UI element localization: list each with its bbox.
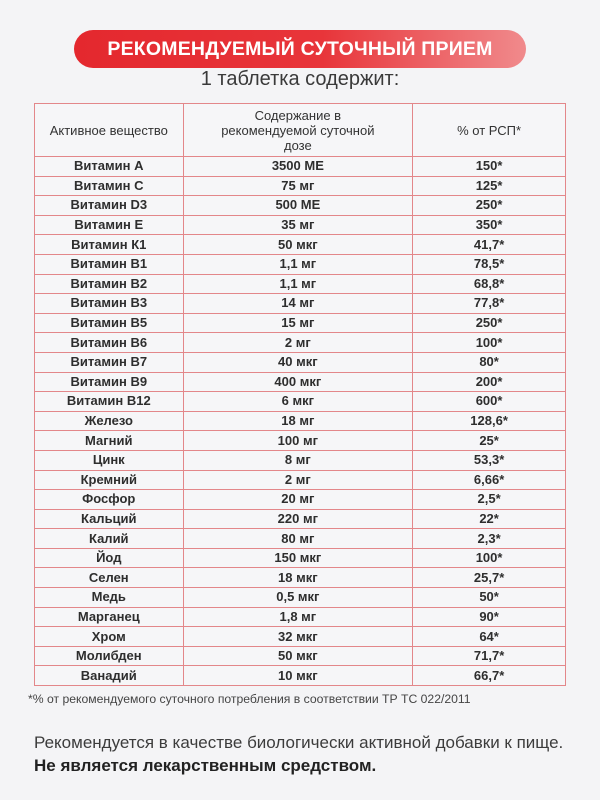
cell-content: 2 мг — [183, 333, 413, 353]
cell-substance: Кремний — [35, 470, 184, 490]
cell-percent: 6,66* — [413, 470, 566, 490]
column-header-percent: % от РСП* — [413, 104, 566, 157]
cell-percent: 50* — [413, 588, 566, 608]
cell-substance: Витамин В5 — [35, 313, 184, 333]
cell-substance: Витамин В2 — [35, 274, 184, 294]
table-header-row — [35, 104, 566, 157]
cell-substance: Калий — [35, 529, 184, 549]
cell-percent: 125* — [413, 176, 566, 196]
cell-substance: Витамин К1 — [35, 235, 184, 255]
cell-percent: 22* — [413, 509, 566, 529]
cell-substance: Витамин В1 — [35, 254, 184, 274]
cell-content: 50 мкг — [183, 646, 413, 666]
table-row — [35, 588, 566, 608]
cell-content: 75 мг — [183, 176, 413, 196]
table-row — [35, 215, 566, 235]
cell-content: 80 мг — [183, 529, 413, 549]
cell-content: 2 мг — [183, 470, 413, 490]
table-row — [35, 254, 566, 274]
cell-percent: 25,7* — [413, 568, 566, 588]
table-row — [35, 274, 566, 294]
cell-percent: 2,5* — [413, 490, 566, 510]
cell-content: 3500 МЕ — [183, 157, 413, 177]
table-row — [35, 411, 566, 431]
table-row — [35, 568, 566, 588]
cell-substance: Ванадий — [35, 666, 184, 686]
table-row — [35, 352, 566, 372]
cell-content: 10 мкг — [183, 666, 413, 686]
table-row — [35, 333, 566, 353]
cell-percent: 78,5* — [413, 254, 566, 274]
cell-substance: Витамин Е — [35, 215, 184, 235]
table-row — [35, 529, 566, 549]
title-banner: РЕКОМЕНДУЕМЫЙ СУТОЧНЫЙ ПРИЕМ — [74, 30, 526, 68]
table-row — [35, 157, 566, 177]
cell-content: 50 мкг — [183, 235, 413, 255]
advice-normal: Рекомендуется в качестве биологически активной добавки к пище. — [34, 733, 564, 752]
table-row — [35, 646, 566, 666]
cell-content: 1,1 мг — [183, 274, 413, 294]
table-row — [35, 470, 566, 490]
cell-percent: 2,3* — [413, 529, 566, 549]
cell-substance: Витамин С — [35, 176, 184, 196]
cell-percent: 100* — [413, 548, 566, 568]
table-row — [35, 548, 566, 568]
cell-content: 150 мкг — [183, 548, 413, 568]
cell-substance: Йод — [35, 548, 184, 568]
cell-content: 100 мг — [183, 431, 413, 451]
cell-substance: Витамин В9 — [35, 372, 184, 392]
cell-content: 14 мг — [183, 294, 413, 314]
cell-percent: 90* — [413, 607, 566, 627]
cell-substance: Цинк — [35, 450, 184, 470]
table-row — [35, 490, 566, 510]
cell-content: 20 мг — [183, 490, 413, 510]
cell-content: 8 мг — [183, 450, 413, 470]
cell-content: 6 мкг — [183, 392, 413, 412]
cell-percent: 600* — [413, 392, 566, 412]
cell-percent: 71,7* — [413, 646, 566, 666]
table-row — [35, 176, 566, 196]
cell-content: 15 мг — [183, 313, 413, 333]
cell-substance: Витамин В12 — [35, 392, 184, 412]
cell-content: 18 мг — [183, 411, 413, 431]
table-row — [35, 431, 566, 451]
cell-percent: 53,3* — [413, 450, 566, 470]
table-row — [35, 607, 566, 627]
table-row — [35, 235, 566, 255]
cell-percent: 250* — [413, 313, 566, 333]
table-row — [35, 196, 566, 216]
table-body — [35, 157, 566, 686]
cell-substance: Витамин В6 — [35, 333, 184, 353]
cell-content: 18 мкг — [183, 568, 413, 588]
cell-percent: 200* — [413, 372, 566, 392]
cell-content: 1,8 мг — [183, 607, 413, 627]
cell-percent: 68,8* — [413, 274, 566, 294]
cell-substance: Магний — [35, 431, 184, 451]
cell-substance: Витамин В7 — [35, 352, 184, 372]
table-row — [35, 294, 566, 314]
column-header-substance: Активное вещество — [35, 104, 184, 157]
cell-substance: Марганец — [35, 607, 184, 627]
cell-percent: 80* — [413, 352, 566, 372]
cell-substance: Железо — [35, 411, 184, 431]
cell-substance: Хром — [35, 627, 184, 647]
table-row — [35, 450, 566, 470]
table-row — [35, 627, 566, 647]
table-row — [35, 666, 566, 686]
cell-substance: Медь — [35, 588, 184, 608]
cell-substance: Витамин D3 — [35, 196, 184, 216]
cell-content: 500 МЕ — [183, 196, 413, 216]
table-row — [35, 313, 566, 333]
cell-percent: 77,8* — [413, 294, 566, 314]
nutrient-table — [34, 103, 566, 686]
cell-substance: Витамин А — [35, 157, 184, 177]
cell-substance: Фосфор — [35, 490, 184, 510]
cell-percent: 41,7* — [413, 235, 566, 255]
cell-percent: 250* — [413, 196, 566, 216]
cell-content: 1,1 мг — [183, 254, 413, 274]
cell-substance: Молибден — [35, 646, 184, 666]
cell-percent: 66,7* — [413, 666, 566, 686]
cell-percent: 64* — [413, 627, 566, 647]
cell-percent: 128,6* — [413, 411, 566, 431]
footnote: *% от рекомендуемого суточного потребления в соответствии ТР ТС 022/2011 — [28, 692, 471, 706]
cell-content: 32 мкг — [183, 627, 413, 647]
table-row — [35, 372, 566, 392]
cell-substance: Селен — [35, 568, 184, 588]
cell-percent: 25* — [413, 431, 566, 451]
cell-percent: 100* — [413, 333, 566, 353]
column-header-content: Содержание в рекомендуемой суточной дозе — [183, 104, 413, 157]
cell-content: 40 мкг — [183, 352, 413, 372]
cell-content: 220 мг — [183, 509, 413, 529]
cell-content: 400 мкг — [183, 372, 413, 392]
cell-substance: Витамин В3 — [35, 294, 184, 314]
cell-content: 0,5 мкг — [183, 588, 413, 608]
advice-text — [34, 731, 574, 777]
cell-content: 35 мг — [183, 215, 413, 235]
cell-percent: 350* — [413, 215, 566, 235]
subtitle: 1 таблетка содержит: — [200, 68, 400, 90]
cell-percent: 150* — [413, 157, 566, 177]
cell-substance: Кальций — [35, 509, 184, 529]
advice-bold: Не является лекарственным средством. — [34, 756, 377, 775]
table-row — [35, 509, 566, 529]
table-row — [35, 392, 566, 412]
